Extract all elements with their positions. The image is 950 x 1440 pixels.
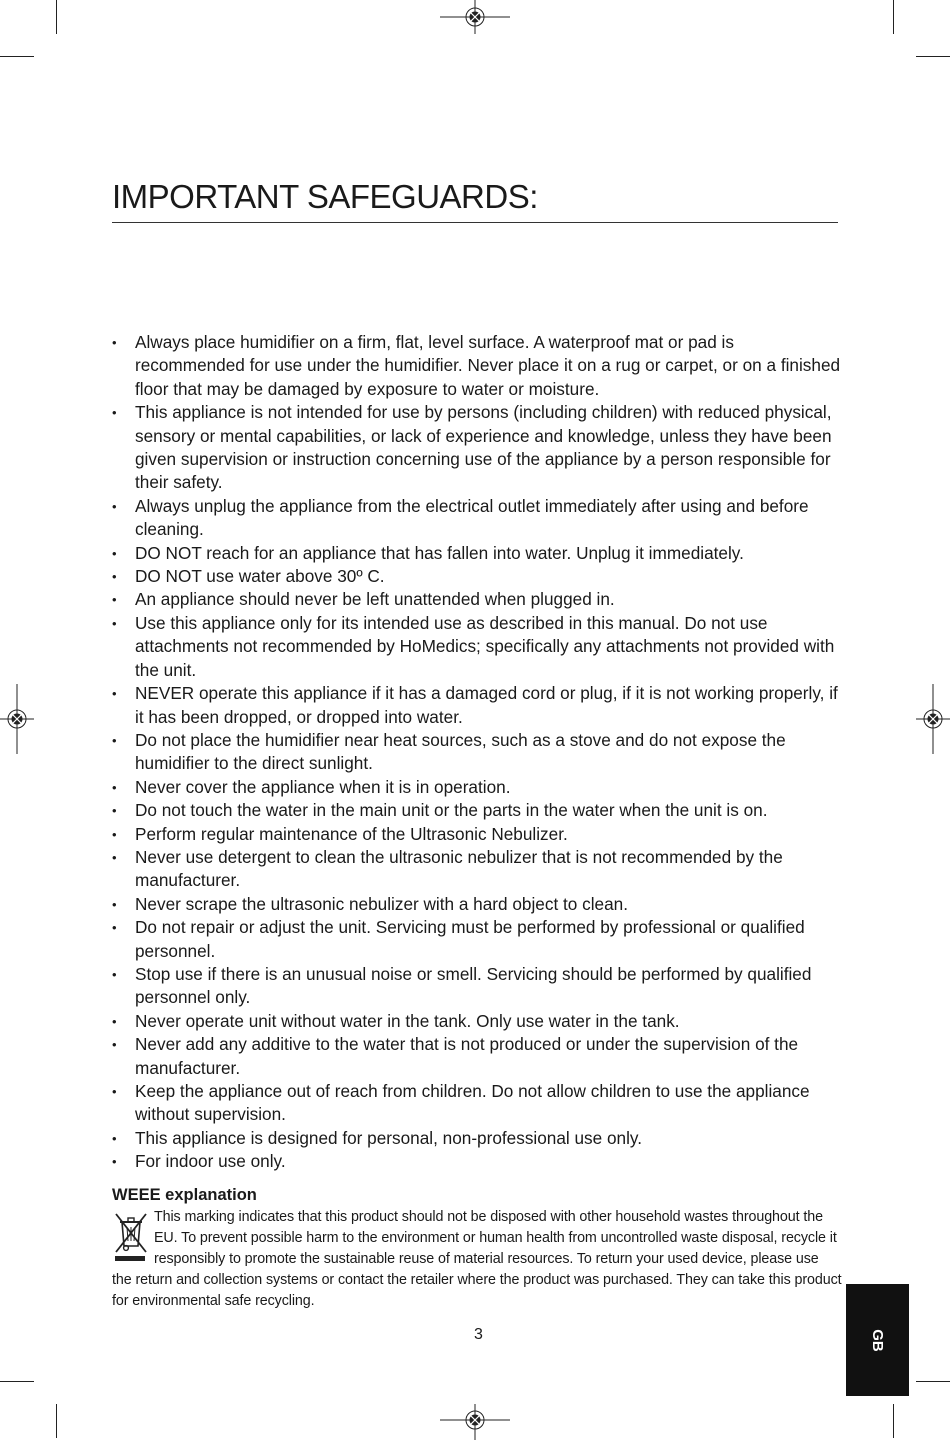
list-item: • This appliance is not intended for use by persons (including children) with reduced physical, sensory or mental capabilities, or lack of experience and knowledge, unless they have been given supervision or instruction concerning use of the appliance by a person responsible for their safety. <box>112 401 842 495</box>
list-item: • Do not place the humidifier near heat sources, such as a stove and do not expose the humidifier to the direct sunlight. <box>112 729 842 776</box>
crop-mark <box>0 1381 34 1382</box>
list-item: • An appliance should never be left unattended when plugged in. <box>112 588 842 611</box>
list-item: • Perform regular maintenance of the Ultrasonic Nebulizer. <box>112 823 842 846</box>
list-item: • Do not repair or adjust the unit. Servicing must be performed by professional or qualified personnel. <box>112 916 842 963</box>
list-item: • DO NOT use water above 30º C. <box>112 565 842 588</box>
crop-mark <box>0 56 34 57</box>
weee-paragraph <box>112 1207 842 1312</box>
list-item: • Keep the appliance out of reach from children. Do not allow children to use the appliance without supervision. <box>112 1080 842 1127</box>
registration-mark-top <box>440 0 510 40</box>
crop-mark <box>916 1381 950 1382</box>
list-item: • Never add any additive to the water that is not produced or under the supervision of the manufacturer. <box>112 1033 842 1080</box>
list-item: • Always unplug the appliance from the electrical outlet immediately after using and before cleaning. <box>112 495 842 542</box>
registration-mark-right <box>910 684 950 754</box>
list-item: • Never scrape the ultrasonic nebulizer with a hard object to clean. <box>112 893 842 916</box>
page-number: 3 <box>474 1326 483 1343</box>
title-divider <box>112 222 838 223</box>
registration-mark-left <box>0 684 40 754</box>
list-item: • NEVER operate this appliance if it has a damaged cord or plug, if it is not working properly, if it has been dropped, or dropped into water. <box>112 682 842 729</box>
crop-mark <box>56 0 57 34</box>
crop-mark <box>893 1404 894 1438</box>
weee-text: This marking indicates that this product should not be disposed with other household wastes throughout the EU. To prevent possible harm to the environment or human health from uncontrolled waste disposal, recycle it responsibly to promote the sustainable reuse of material resources. To return your used device, please use the return and collection systems or contact the retailer where the product was purchased. They can take this product for environmental safe recycling. <box>112 1209 842 1309</box>
language-tab <box>846 1284 909 1396</box>
crop-mark <box>893 0 894 34</box>
list-item: • This appliance is designed for personal, non-professional use only. <box>112 1127 842 1150</box>
list-item: • Never operate unit without water in the tank. Only use water in the tank. <box>112 1010 842 1033</box>
list-item: • For indoor use only. <box>112 1150 842 1173</box>
list-item: • Do not touch the water in the main unit or the parts in the water when the unit is on. <box>112 799 842 822</box>
crop-mark <box>916 56 950 57</box>
list-item: • Stop use if there is an unusual noise or smell. Servicing should be performed by qualified personnel only. <box>112 963 842 1010</box>
language-tab-label: GB <box>869 1328 886 1352</box>
crop-mark <box>56 1404 57 1438</box>
registration-mark-bottom <box>440 1400 510 1440</box>
list-item: • Always place humidifier on a firm, flat, level surface. A waterproof mat or pad is recommended for use under the humidifier. Never place it on a rug or carpet, or on a finished floor that may be damaged by exposure to water or moisture. <box>112 331 842 401</box>
list-item: • Use this appliance only for its intended use as described in this manual. Do not use attachments not recommended by HoMedics; specifically any attachments not provided with the unit. <box>112 612 842 682</box>
list-item: • Never use detergent to clean the ultrasonic nebulizer that is not recommended by the manufacturer. <box>112 846 842 893</box>
page-title: IMPORTANT SAFEGUARDS: <box>112 178 538 215</box>
list-item: • DO NOT reach for an appliance that has fallen into water. Unplug it immediately. <box>112 542 842 565</box>
safeguards-list <box>112 331 842 1174</box>
weee-heading: WEEE explanation <box>112 1186 257 1204</box>
list-item: • Never cover the appliance when it is in operation. <box>112 776 842 799</box>
